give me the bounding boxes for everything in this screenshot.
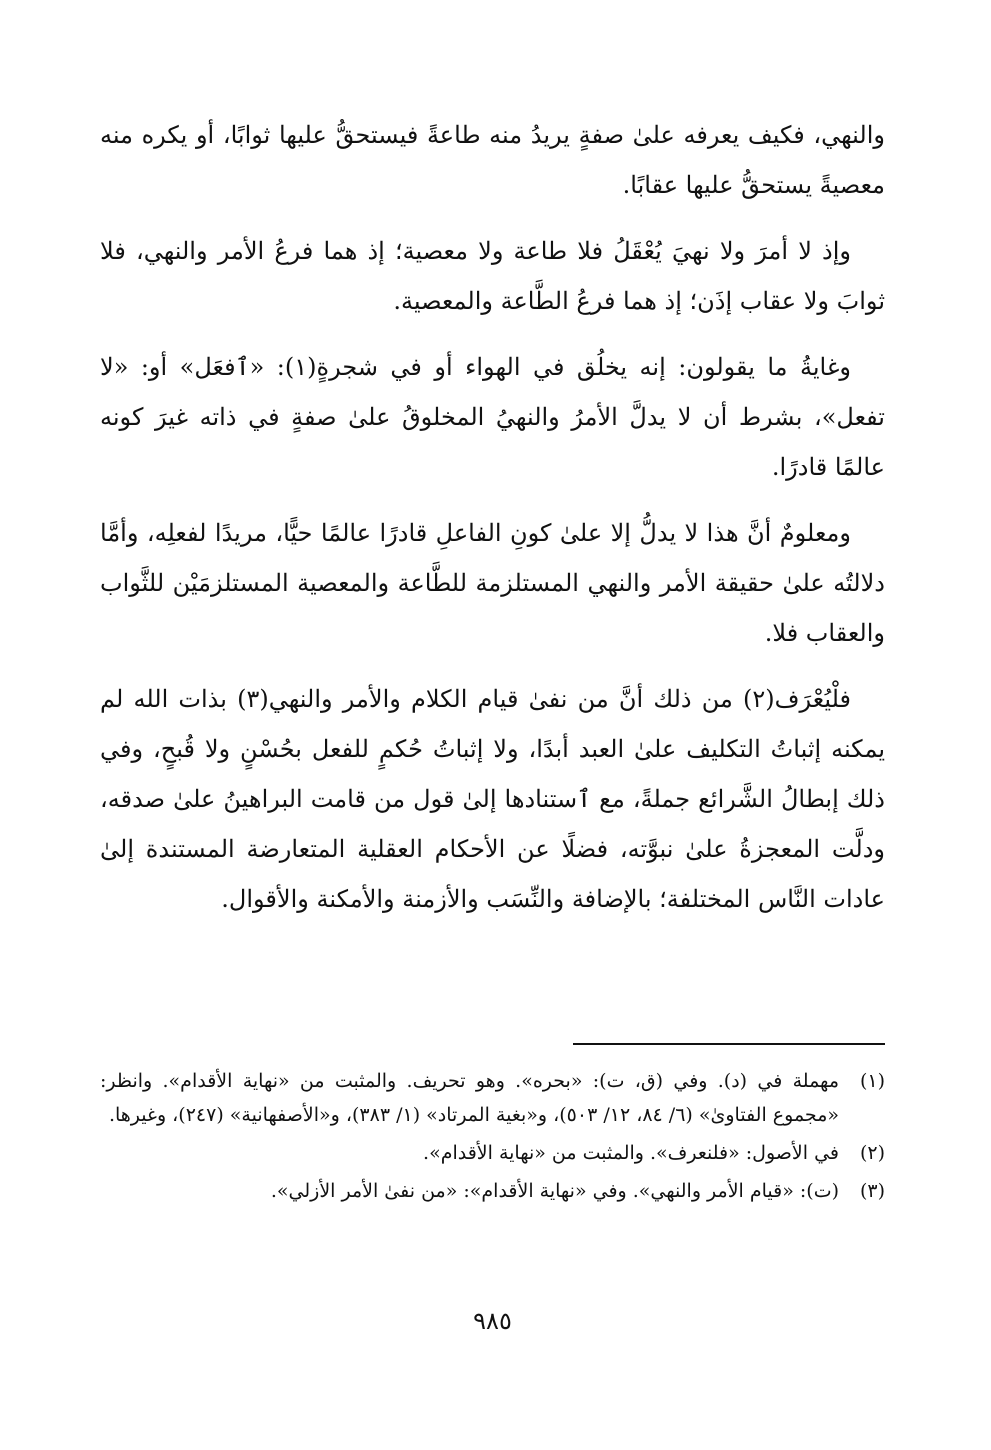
footnote-text: مهملة في (د). وفي (ق، ت): «بحره». وهو تحريف. والمثبت من «نهاية الأقدام». وانظر: «مجموع الفتاوىٰ» (٦/ ٨٤، ١٢/ ٥٠٣)، و«بغية المرتاد» (١/ ٣٨٣)، و«الأصفهانية» (٢٤٧)، وغيرها.: [100, 1070, 839, 1126]
footnote-text: (ت): «قيام الأمر والنهي». وفي «نهاية الأقدام»: «من نفىٰ الأمر الأزلي».: [270, 1180, 839, 1202]
page-number: ٩٨٥: [473, 1307, 512, 1335]
footnote-divider: [573, 1043, 885, 1045]
footnote-number: (٢): [859, 1142, 885, 1164]
paragraph: ومعلومٌ أنَّ هذا لا يدلُّ إلا علىٰ كونِ الفاعلِ قادرًا عالمًا حيًّا، مريدًا لفعلِه، وأمَّا دلالتُه علىٰ حقيقة الأمر والنهي المستلزمة للطَّاعة والمعصية المستلزمَيْن للثَّواب والعقاب فلا.: [100, 519, 885, 647]
footnote-2: [100, 1136, 885, 1170]
footnote-1: [100, 1064, 885, 1132]
paragraph: وإذ لا أمرَ ولا نهيَ يُعْقَلُ فلا طاعة ولا معصية؛ إذ هما فرعُ الأمر والنهي، فلا ثوابَ ولا عقاب إذَن؛ إذ هما فرعُ الطَّاعة والمعصية.: [100, 237, 885, 315]
footnote-3: [100, 1174, 885, 1208]
paragraph-continuation: والنهي، فكيف يعرفه علىٰ صفةٍ يريدُ منه طاعةً فيستحقُّ عليها ثوابًا، أو يكره منه معصيةً يستحقُّ عليها عقابًا.: [100, 121, 885, 199]
main-text: [100, 110, 885, 924]
paragraph: وغايةُ ما يقولون: إنه يخلُق في الهواء أو في شجرةٍ(١): «ٱفعَل» أو: «لا تفعل»، بشرط أن لا يدلَّ الأمرُ والنهيُ المخلوقُ علىٰ صفةٍ في ذاته غيرَ كونه عالمًا قادرًا.: [100, 353, 885, 481]
paragraph: فلْيُعْرَف(٢) من ذلك أنَّ من نفىٰ قيام الكلام والأمر والنهي(٣) بذات الله لم يمكنه إثباتُ التكليف علىٰ العبد أبدًا، ولا إثباتُ حُكمٍ للفعل بحُسْنٍ ولا قُبحٍ، وفي ذلك إبطالُ الشَّرائع جملةً، مع ٱستنادها إلىٰ قول من قامت البراهينُ علىٰ صدقه، ودلَّت المعجزةُ علىٰ نبوَّته، فضلًا عن الأحكام العقلية المتعارضة المستندة إلىٰ عادات النَّاس المختلفة؛ بالإضافة والنِّسَب والأزمنة والأمكنة والأقوال.: [100, 685, 885, 913]
footnote-number: (١): [859, 1070, 885, 1092]
book-page: [100, 110, 885, 1410]
footnote-text: في الأصول: «فلنعرف». والمثبت من «نهاية الأقدام».: [423, 1142, 839, 1164]
footnote-number: (٣): [859, 1180, 885, 1202]
footnotes: [100, 1064, 885, 1212]
